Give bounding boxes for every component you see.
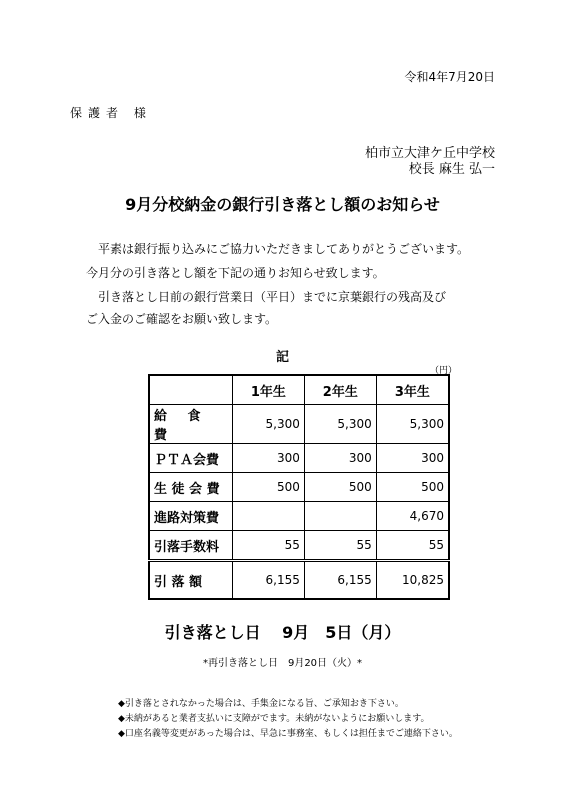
table-row <box>149 405 449 444</box>
cell-value: 300 <box>376 444 449 473</box>
document-title: 9月分校納金の銀行引き落とし額のお知らせ <box>125 195 440 214</box>
note-3: ◆口座名義等変更があった場合は、早急に事務室、もしくは担任までご連絡下さい。 <box>118 729 458 739</box>
deduction-date: 引き落とし日 9月 5日（月） <box>164 623 401 642</box>
row-label-pta: ＰＴＡ会費 <box>149 444 232 473</box>
row-label-student-council: 生 徒 会 費 <box>149 473 232 502</box>
cell-value: 55 <box>376 531 449 561</box>
cell-value: 55 <box>232 531 304 561</box>
cell-value: 300 <box>304 444 376 473</box>
cell-value <box>232 502 304 531</box>
currency-unit: （円） <box>430 366 458 376</box>
body-line-4: ご入金のご確認をお願い致します。 <box>86 312 278 326</box>
cell-value: 55 <box>304 531 376 561</box>
body-line-1: 平素は銀行振り込みにご協力いただきましてありがとうございます。 <box>98 242 470 256</box>
cell-value: 300 <box>232 444 304 473</box>
cell-value: 5,300 <box>232 405 304 444</box>
total-value: 6,155 <box>304 561 376 600</box>
note-1: ◆引き落とされなかった場合は、手集金になる旨、ご承知おき下さい。 <box>118 699 404 709</box>
body-line-2: 今月分の引き落とし額を下記の通りお知らせ致します。 <box>86 266 385 280</box>
table-total-row <box>149 561 449 600</box>
sender-school: 柏市立大津ケ丘中学校 <box>364 146 495 161</box>
cell-value: 4,670 <box>376 502 449 531</box>
rededuction-date: *再引き落とし日 9月20日（火）* <box>202 658 363 669</box>
cell-value <box>304 502 376 531</box>
table-row <box>149 444 449 473</box>
header-grade-3: 3年生 <box>376 375 449 405</box>
cell-value: 5,300 <box>304 405 376 444</box>
fee-table <box>148 374 450 600</box>
total-value: 10,825 <box>376 561 449 600</box>
total-value: 6,155 <box>232 561 304 600</box>
cell-value: 5,300 <box>376 405 449 444</box>
sender-principal: 校長 麻生 弘一 <box>408 162 495 177</box>
body-line-3: 引き落とし日前の銀行営業日（平日）までに京葉銀行の残高及び <box>98 290 447 304</box>
row-label-career: 進路対策費 <box>149 502 232 531</box>
header-blank <box>149 375 232 405</box>
table-header-row <box>149 375 449 405</box>
header-grade-1: 1年生 <box>232 375 304 405</box>
addressee: 保護者 様 <box>70 106 152 120</box>
cell-value: 500 <box>232 473 304 502</box>
table-row <box>149 531 449 561</box>
row-label-total: 引 落 額 <box>149 561 232 600</box>
row-label-lunch: 給 食 費 <box>149 405 232 444</box>
table-row <box>149 502 449 531</box>
note-2: ◆未納があると業者支払いに支障がでます。未納がないようにお願いします。 <box>118 714 430 724</box>
row-label-fee: 引落手数料 <box>149 531 232 561</box>
cell-value: 500 <box>304 473 376 502</box>
issue-date: 令和4年7月20日 <box>404 70 495 84</box>
cell-value: 500 <box>376 473 449 502</box>
ki-heading: 記 <box>275 350 289 365</box>
table-row <box>149 473 449 502</box>
header-grade-2: 2年生 <box>304 375 376 405</box>
